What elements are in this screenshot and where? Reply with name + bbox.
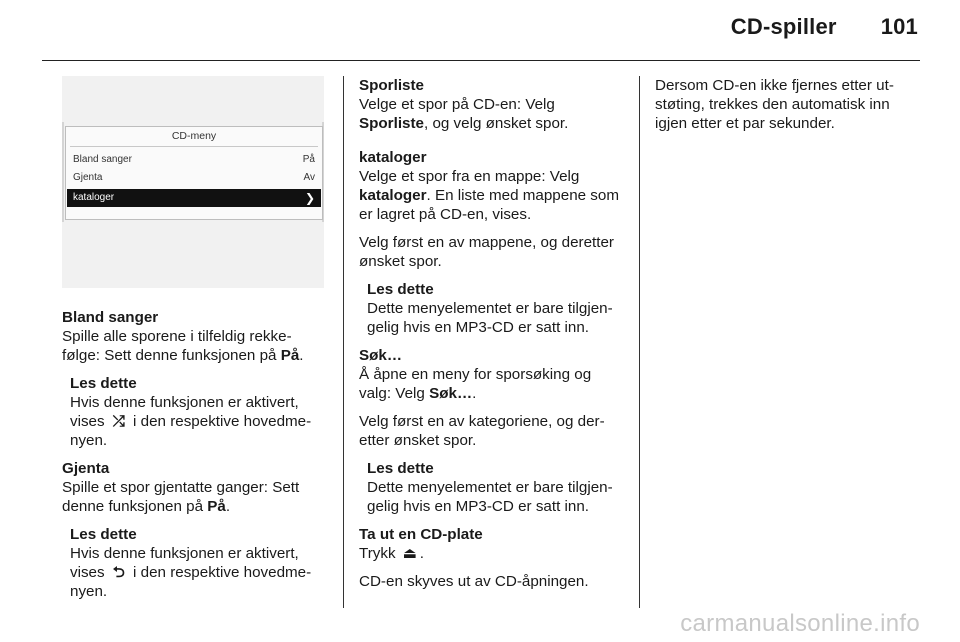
cd-menu-screen	[65, 126, 323, 220]
note-text: Hvis denne funksjonen er aktivert, vises ⮌ i den respektive hovedmenyen.	[70, 545, 312, 600]
menu-row-value: På	[302, 154, 315, 165]
note-title: Les dette	[70, 375, 137, 392]
column-1	[62, 76, 324, 610]
section-heading: Gjenta	[62, 460, 110, 477]
section-heading: Ta ut en CD-plate	[359, 526, 483, 543]
column-divider	[343, 76, 344, 608]
section-text: Spille alle sporene i tilfeldig rekkefølge: Sett denne funksjonen på På.	[62, 328, 304, 364]
note-block	[367, 459, 625, 516]
note-text: Dette menyelementet er bare tilgjengelig hvis en MP3-CD er satt inn.	[367, 479, 613, 515]
section-heading: Bland sanger	[62, 309, 159, 326]
section-text: Velge et spor på CD-en: Velg Sporliste, og velg ønsket spor.	[359, 96, 569, 132]
section-text: Dersom CD-en ikke fjernes etter utstøting, trekkes den automatisk inn igjen etter et par sekunder.	[655, 77, 894, 132]
watermark: carmanualsonline.info	[680, 610, 920, 637]
menu-row-kataloger-selected	[67, 189, 321, 207]
section-text: CD-en skyves ut av CD-åpningen.	[359, 573, 589, 590]
screen-bezel-left	[62, 122, 64, 222]
page-number: 101	[880, 14, 918, 39]
screen-title: CD-meny	[70, 127, 318, 147]
note-title: Les dette	[367, 460, 434, 477]
note-block	[70, 525, 324, 601]
menu-row-gjenta	[67, 169, 321, 187]
note-block	[367, 280, 625, 337]
section-bland-sanger	[62, 308, 324, 450]
section-text: Spille et spor gjentatte ganger: Sett denne funksjonen på På.	[62, 479, 300, 515]
column-3	[655, 76, 917, 142]
section-text: Velge et spor fra en mappe: Velg kataloger. En liste med mappene som er lagret på CD-en, vises.	[359, 168, 620, 223]
page-title: CD-spiller	[730, 14, 837, 39]
cd-menu-illustration	[62, 76, 324, 288]
note-text: Hvis denne funksjonen er aktivert, vises ⤮ i den respektive hovedmenyen.	[70, 394, 312, 449]
repeat-icon: ⮌	[112, 564, 125, 581]
section-heading: kataloger	[359, 149, 427, 166]
section-gjenta	[62, 459, 324, 601]
section-heading: Sporliste	[359, 77, 424, 94]
note-text: Dette menyelementet er bare tilgjengelig hvis en MP3-CD er satt inn.	[367, 300, 613, 336]
chevron-right-icon: ❯	[304, 191, 315, 205]
section-text: Velg først en av mappene, og deretter ønsket spor.	[359, 234, 614, 270]
section-heading: Søk…	[359, 347, 403, 364]
menu-row-label: Gjenta	[73, 172, 103, 183]
section-text: Trykk ⏏ .	[359, 545, 425, 562]
menu-row-bland-sanger	[67, 151, 321, 169]
menu-row-label: kataloger	[73, 192, 115, 203]
note-block	[70, 374, 324, 450]
shuffle-icon: ⤮	[112, 413, 125, 430]
menu-row-value: Av	[303, 172, 315, 183]
column-divider	[639, 76, 640, 608]
section-text: Å åpne en meny for sporsøking og valg: Velg Søk….	[359, 366, 592, 402]
header-rule	[42, 60, 920, 61]
column-2	[359, 76, 625, 600]
page-header	[731, 14, 918, 40]
note-title: Les dette	[367, 281, 434, 298]
note-title: Les dette	[70, 526, 137, 543]
eject-icon: ⏏	[402, 545, 417, 562]
menu-row-label: Bland sanger	[73, 154, 132, 165]
section-text: Velg først en av kategoriene, og deretter ønsket spor.	[359, 413, 605, 449]
